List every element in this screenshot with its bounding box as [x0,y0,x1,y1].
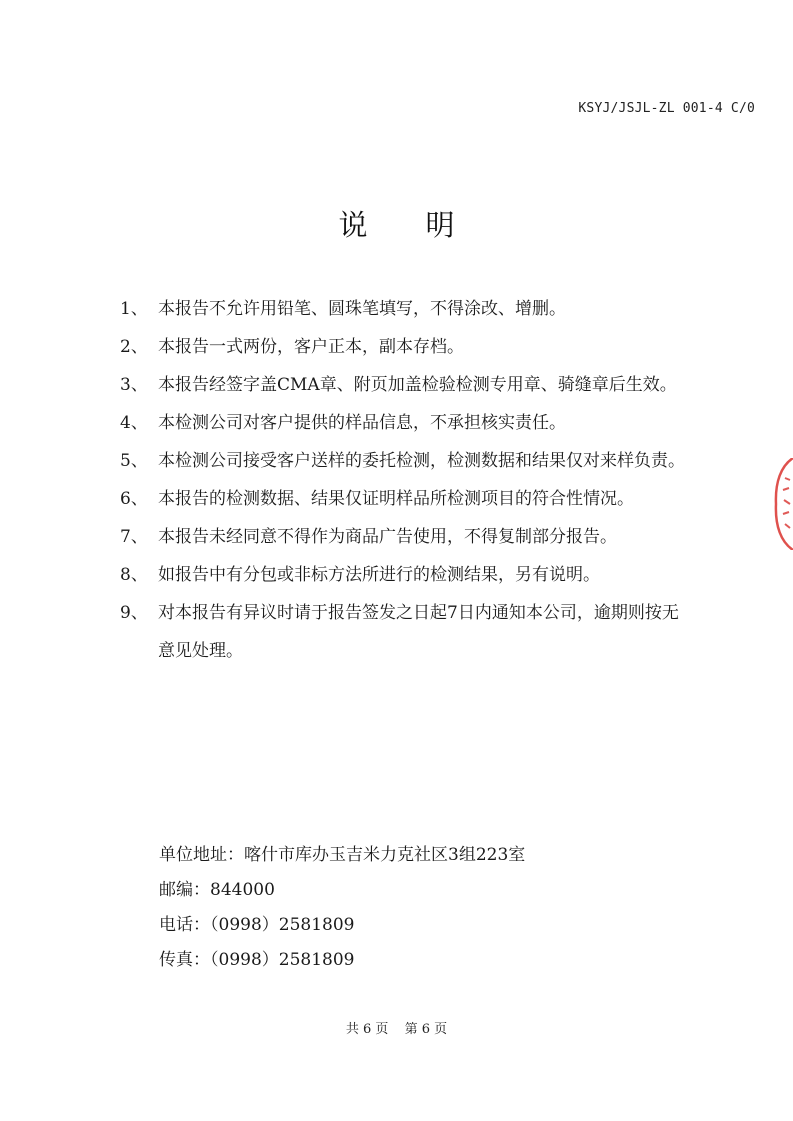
note-number: 3、 [120,375,148,395]
note-item-7 [120,518,740,556]
note-item-3 [120,366,740,404]
note-item-4 [120,404,740,442]
company-address: 单位地址：喀什市库办玉吉米力克社区3组223室 [159,845,526,865]
note-text: 本报告不允许用铅笔、圆珠笔填写，不得涂改、增删。 [158,299,566,319]
fax-number: 传真：（0998）2581809 [159,950,355,970]
note-item-6 [120,480,740,518]
note-number: 1、 [120,299,148,319]
note-text: 如报告中有分包或非标方法所进行的检测结果，另有说明。 [158,565,600,585]
note-number: 5、 [120,451,148,471]
note-number: 9、 [120,603,148,623]
document-code: KSYJ/JSJL-ZL 001-4 C/0 [578,101,755,116]
note-item-1 [120,290,740,328]
note-item-5 [120,442,740,480]
note-text: 本检测公司接受客户送样的委托检测，检测数据和结果仅对来样负责。 [158,451,685,471]
total-pages: 共 6 页 [345,1022,389,1037]
note-text: 本报告经签字盖CMA章、附页加盖检验检测专用章、骑缝章后生效。 [158,375,677,395]
page-footer [0,1018,793,1037]
notes-list [120,290,740,670]
page-title: 说明 [338,208,513,242]
current-page: 第 6 页 [404,1022,448,1037]
note-number: 8、 [120,565,148,585]
note-text: 本报告的检测数据、结果仅证明样品所检测项目的符合性情况。 [158,489,634,509]
postcode: 邮编：844000 [159,880,275,900]
note-item-9 [120,594,740,670]
note-number: 2、 [120,337,148,357]
note-text: 本报告一式两份，客户正本，副本存档。 [158,337,464,357]
note-item-8 [120,556,740,594]
note-number: 4、 [120,413,148,433]
note-text: 本检测公司对客户提供的样品信息，不承担核实责任。 [158,413,566,433]
contact-block [159,838,525,978]
note-text: 本报告未经同意不得作为商品广告使用，不得复制部分报告。 [158,527,617,547]
note-number: 6、 [120,489,148,509]
phone-number: 电话：（0998）2581809 [159,915,355,935]
note-text: 对本报告有异议时请于报告签发之日起7日内通知本公司，逾期则按无意见处理。 [158,603,679,661]
seal-stamp-edge-icon [771,458,793,550]
note-number: 7、 [120,527,148,547]
note-item-2 [120,328,740,366]
